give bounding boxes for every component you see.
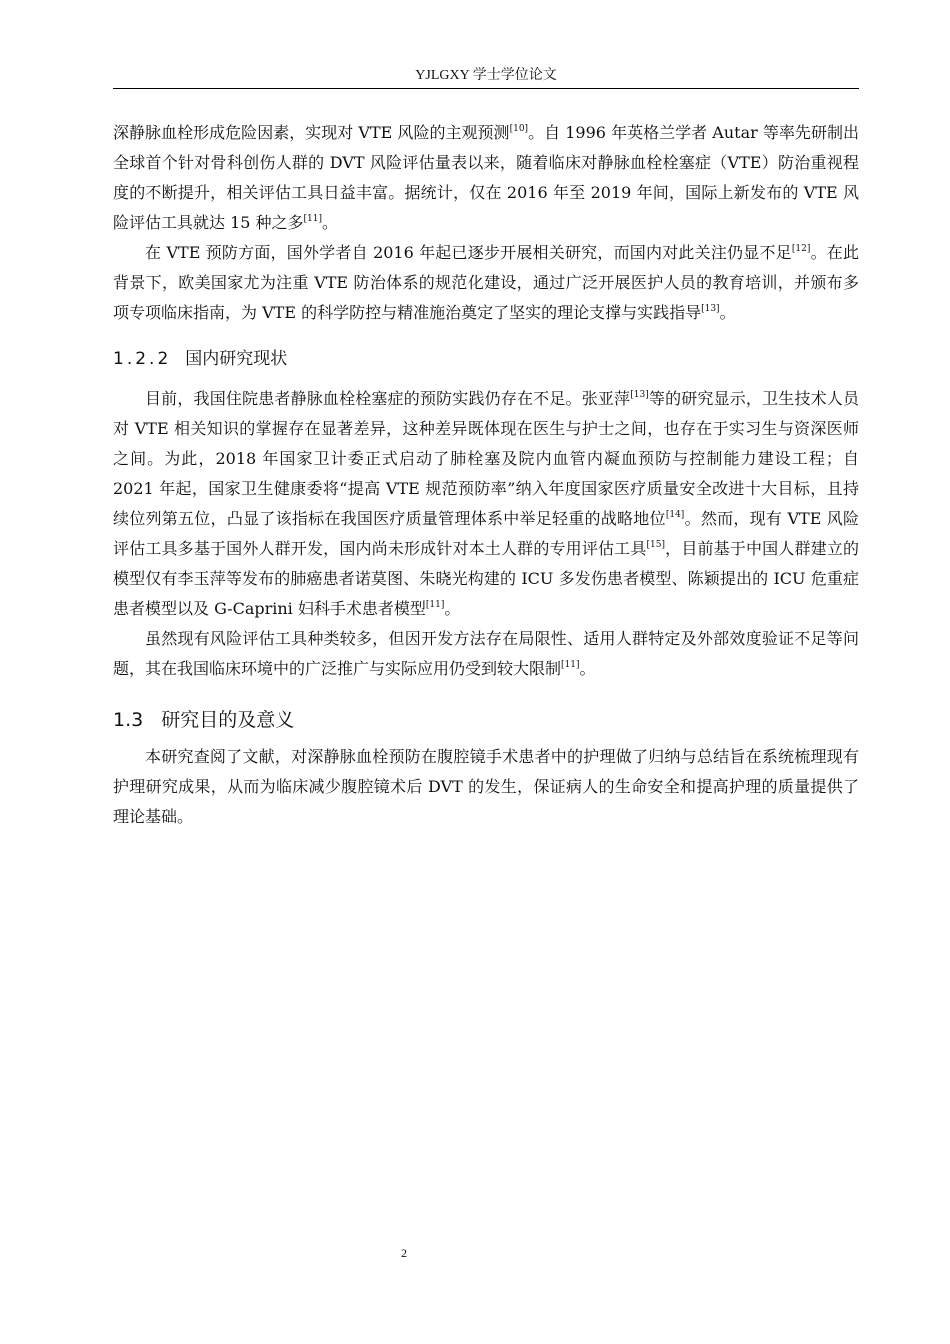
paragraph-vte-prevention-abroad — [113, 238, 859, 328]
section-title: 国内研究现状 — [185, 349, 288, 369]
text-run: 目前，我国住院患者静脉血栓栓塞症的预防实践仍存在不足。张亚萍 — [145, 389, 631, 408]
text-run: 。自 1996 年英格兰学者 Autar 等率先研制出全球首个针对骨科创伤人群的 DVT 风险评估量表以来，随着临床对静脉血栓栓塞症（VTE）防治重视程度的不断提升，相关评估工具日益丰富。据统计，仅在 2016 年至 2019 年间，国际上新发布的 VTE 风险评估工具就达 15 种之多 — [113, 123, 859, 232]
text-run: 在 VTE 预防方面，国外学者自 2016 年起已逐步开展相关研究，而国内对此关注仍显不足 — [145, 243, 792, 262]
text-run: 深静脉血栓形成危险因素，实现对 VTE 风险的主观预测 — [113, 123, 510, 142]
section-number: 1.3 — [113, 709, 144, 731]
text-run: 本研究查阅了文献，对深静脉血栓预防在腹腔镜手术患者中的护理做了归纳与总结旨在系统梳理现有护理研究成果，从而为临床减少腹腔镜术后 DVT 的发生，保证病人的生命安全和提高护理的质量提供了理论基础。 — [113, 747, 859, 826]
paragraph-vte-tools — [113, 118, 859, 238]
text-run: 。 — [444, 599, 461, 618]
text-run: 。在此背景下，欧美国家尤为注重 VTE 防治体系的规范化建设，通过广泛开展医护人员的教育培训，并颁布多项专项临床指南，为 VTE 的科学防控与精准施治奠定了坚实的理论支撑与实践指导 — [113, 243, 859, 322]
document-body — [113, 118, 859, 832]
text-run: 。 — [579, 659, 596, 678]
citation: [15] — [646, 540, 665, 550]
text-run: ，目前基于中国人群建立的模型仅有李玉萍等发布的肺癌患者诺莫图、朱晓光构建的 ICU 多发伤患者模型、陈颖提出的 ICU 危重症患者模型以及 G-Caprini 妇科手术患者模型 — [113, 539, 859, 618]
citation: [10] — [509, 124, 529, 134]
citation: [11] — [425, 600, 445, 610]
citation: [13] — [701, 304, 720, 314]
citation: [12] — [791, 244, 811, 254]
text-run: 等的研究显示，卫生技术人员对 VTE 相关知识的掌握存在显著差异，这种差异既体现在医生与护士之间，也存在于实习生与资深医师之间。为此，2018 年国家卫计委正式启动了肺栓塞及院内血管内凝血预防与控制能力建设工程；自 2021 年起，国家卫生健康委将“提高 VTE 规范预防率”纳入年度国家医疗质量安全改进十大目标，且持续位列第五位，凸显了该指标在我国医疗质量管理体系中举足轻重的战略地位 — [113, 389, 859, 528]
section-heading-1-3 — [113, 704, 859, 736]
text-run: 虽然现有风险评估工具种类较多，但因开发方法存在局限性、适用人群特定及外部效度验证不足等问题，其在我国临床环境中的广泛推广与实际应用仍受到较大限制 — [113, 629, 859, 678]
citation: [11] — [303, 214, 323, 224]
citation: [14] — [665, 510, 685, 520]
section-title: 研究目的及意义 — [161, 709, 295, 731]
paragraph-domestic-status — [113, 384, 859, 624]
section-number: 1.2.2 — [113, 349, 172, 369]
section-heading-1-2-2 — [113, 344, 859, 374]
citation: [13] — [630, 390, 649, 400]
text-run: 。然而，现有 VTE 风险评估工具多基于国外人群开发，国内尚未形成针对本土人群的专用评估工具 — [113, 509, 859, 558]
text-run: 。 — [322, 213, 339, 232]
header-rule — [113, 88, 859, 89]
running-header: YJLGXY 学士学位论文 — [415, 68, 557, 83]
citation: [11] — [561, 660, 580, 670]
text-run: 。 — [719, 303, 736, 322]
paragraph-tool-limitations — [113, 624, 859, 684]
page-number: 2 — [401, 1246, 407, 1260]
paragraph-research-purpose — [113, 742, 859, 832]
